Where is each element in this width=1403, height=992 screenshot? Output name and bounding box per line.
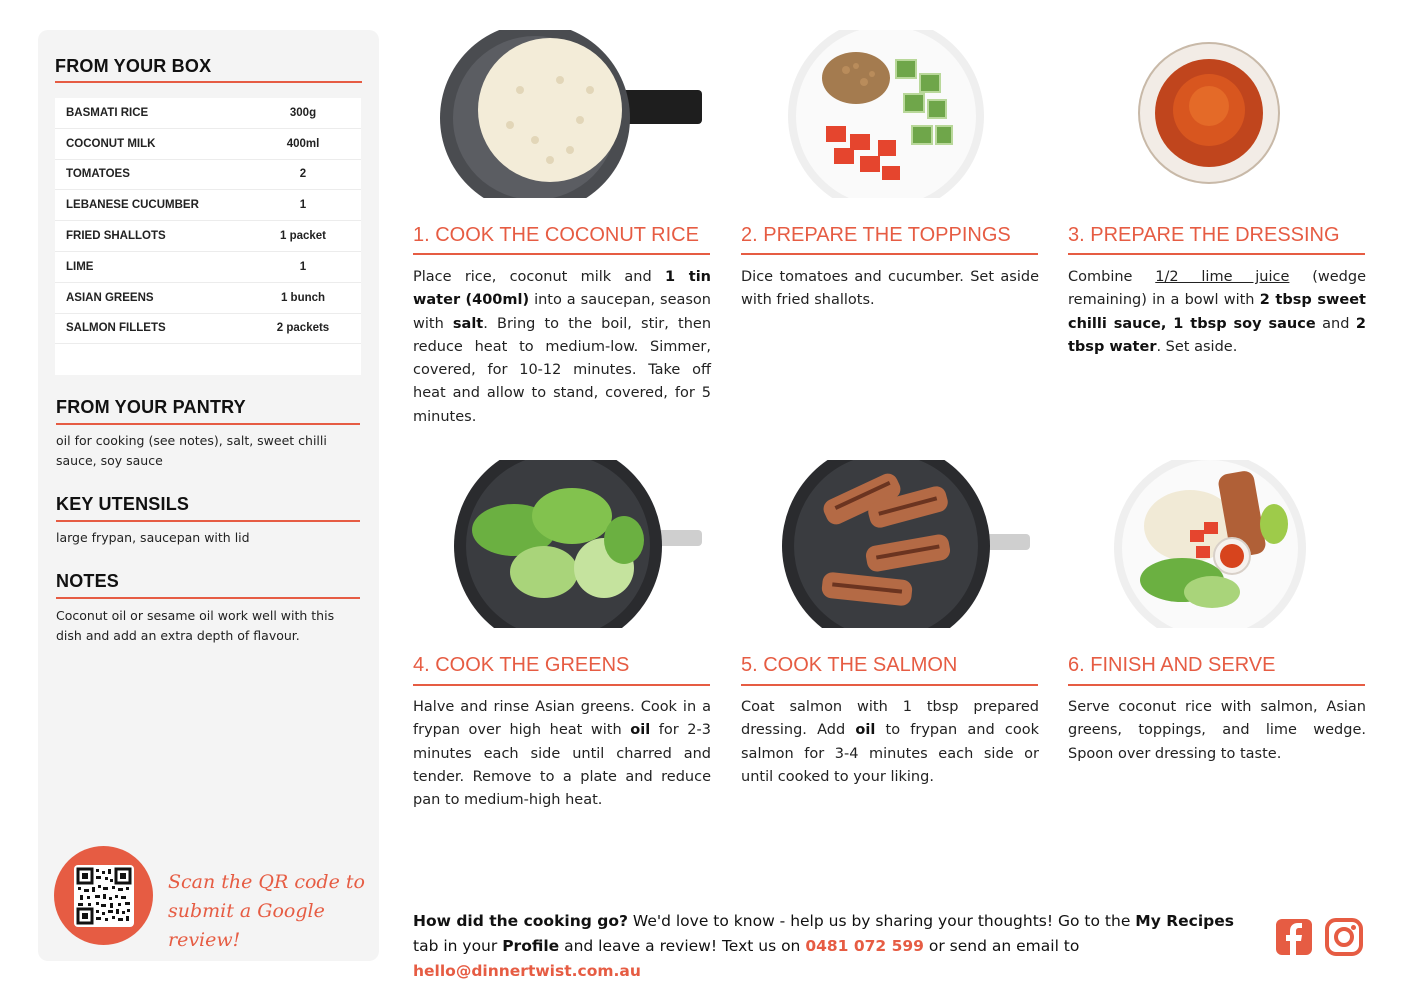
- notes-heading: NOTES: [56, 571, 120, 591]
- step-3-text: [1068, 266, 1366, 359]
- ingredient-row: [55, 129, 361, 160]
- step-4-rule: [413, 684, 710, 686]
- qr-prompt-line-1: Scan the QR code to: [168, 871, 365, 893]
- qr-prompt: [168, 868, 379, 955]
- step-5-title: 5. COOK THE SALMON: [741, 654, 958, 676]
- text-run: Coat salmon with 1 tbsp prepared dressing. Add: [741, 699, 1039, 739]
- ingredient-quantity: 400ml: [286, 137, 320, 150]
- qr-code-icon: [74, 865, 134, 927]
- heading-rule: [56, 423, 360, 425]
- text-run: 2 tbsp water: [1068, 315, 1366, 355]
- finished-dish-photo: [1112, 460, 1312, 628]
- text-run: We'd love to know - help us by sharing your thoughts! Go to the: [627, 912, 1136, 930]
- text-run: into a saucepan, season with: [413, 292, 711, 332]
- step-3-title: 3. PREPARE THE DRESSING: [1068, 224, 1340, 246]
- ingredient-quantity: 2 packets: [276, 322, 330, 335]
- text-run: and leave a review! Text us on: [559, 937, 806, 955]
- utensils-text: large frypan, saucepan with lid: [56, 530, 250, 545]
- step-2-rule: [741, 253, 1038, 255]
- pantry-text: oil for cooking (see notes), salt, sweet chilli sauce, soy sauce: [56, 433, 327, 468]
- text-run: Dice tomatoes and cucumber. Set aside with fried shallots.: [741, 269, 1039, 309]
- ingredient-quantity: 2: [299, 168, 307, 181]
- text-run: How did the cooking go?: [413, 912, 628, 930]
- utensils-heading: KEY UTENSILS: [56, 494, 190, 514]
- from-your-box-heading: FROM YOUR BOX: [55, 56, 212, 76]
- step-6-title: 6. FINISH AND SERVE: [1068, 654, 1276, 676]
- text-run: Profile: [502, 937, 560, 955]
- text-run: to frypan and cook salmon for 3-4 minutes each side or until cooked to your liking.: [741, 722, 1040, 785]
- text-run: salt: [452, 315, 484, 332]
- ingredient-row: [55, 160, 361, 191]
- ingredient-row: [55, 98, 361, 129]
- ingredient-row: [55, 252, 361, 283]
- contact-link[interactable]: 0481 072 599: [805, 937, 924, 955]
- contact-link[interactable]: hello@dinnertwist.com.au: [413, 962, 641, 980]
- ingredient-row: [55, 221, 361, 252]
- step-5-text: [741, 696, 1039, 789]
- heading-rule: [55, 81, 362, 83]
- text-run: Place rice, coconut milk and: [413, 269, 665, 285]
- toppings-plate-photo: [786, 30, 986, 198]
- ingredient-name: LIME: [66, 260, 94, 273]
- ingredient-quantity: 1: [299, 199, 307, 212]
- step-3-rule: [1068, 253, 1365, 255]
- ingredient-quantity: 1: [299, 260, 307, 273]
- step-2-text: [741, 266, 1039, 313]
- step-1-text: [413, 266, 711, 429]
- instagram-icon[interactable]: [1325, 918, 1363, 956]
- text-run: 1 tin water (400ml): [413, 269, 711, 309]
- ingredient-quantity: 300g: [289, 106, 317, 119]
- heading-rule: [56, 597, 360, 599]
- qr-code[interactable]: [74, 865, 134, 927]
- text-run: oil: [855, 722, 876, 739]
- notes-text: Coconut oil or sesame oil work well with this dish and add an extra depth of flavour.: [56, 608, 335, 643]
- text-run: Halve and rinse Asian greens. Cook in a frypan over high heat with: [413, 699, 711, 739]
- step-6-text: [1068, 696, 1366, 766]
- ingredient-row: [55, 190, 361, 221]
- qr-code-badge[interactable]: [54, 846, 153, 945]
- text-run: 1/2 lime juice: [1155, 269, 1290, 285]
- ingredient-name: LEBANESE CUCUMBER: [66, 199, 199, 212]
- greens-frypan-photo: [454, 460, 702, 628]
- text-run: for 2-3 minutes each side until charred and tender. Remove to a plate and reduce pan to medium-high heat.: [413, 722, 711, 809]
- ingredient-name: COCONUT MILK: [66, 137, 156, 150]
- step-4-title: 4. COOK THE GREENS: [413, 654, 630, 676]
- facebook-icon[interactable]: [1275, 918, 1313, 956]
- step-1-rule: [413, 253, 710, 255]
- step-4-text: [413, 696, 711, 812]
- text-run: My Recipes: [1135, 912, 1234, 930]
- text-run: tab in your: [413, 937, 503, 955]
- text-run: (wedge remaining) in a bowl with: [1068, 269, 1366, 309]
- text-run: oil: [630, 722, 651, 739]
- feedback-message: [413, 909, 1263, 984]
- rice-saucepan-photo: [440, 30, 702, 198]
- dressing-bowl-photo: [1136, 40, 1282, 186]
- ingredients-table: [55, 98, 361, 375]
- ingredient-quantity: 1 packet: [279, 230, 327, 243]
- ingredient-name: SALMON FILLETS: [66, 322, 166, 335]
- step-6-rule: [1068, 684, 1365, 686]
- qr-prompt-line-2: submit a Google review!: [168, 900, 325, 951]
- step-1-title: 1. COOK THE COCONUT RICE: [413, 224, 699, 246]
- ingredient-quantity: 1 bunch: [280, 291, 326, 304]
- ingredient-row: [55, 314, 361, 345]
- pantry-heading: FROM YOUR PANTRY: [56, 397, 246, 417]
- heading-rule: [56, 520, 360, 522]
- ingredient-name: FRIED SHALLOTS: [66, 230, 166, 243]
- text-run: . Set aside.: [1156, 338, 1238, 355]
- ingredient-name: TOMATOES: [66, 168, 130, 181]
- text-run: Serve coconut rice with salmon, Asian greens, toppings, and lime wedge. Spoon over dressing to taste.: [1068, 699, 1366, 762]
- text-run: 2 tbsp sweet chilli sauce, 1 tbsp soy sauce: [1068, 292, 1366, 332]
- text-run: . Bring to the boil, stir, then reduce heat to medium-low. Simmer, covered, for 10-12 minutes. Take off heat and allow to stand, covered, for 5 minutes.: [413, 315, 712, 425]
- ingredient-name: BASMATI RICE: [66, 106, 149, 119]
- step-2-title: 2. PREPARE THE TOPPINGS: [741, 224, 1011, 246]
- text-run: or send an email to: [923, 937, 1080, 955]
- sidebar: [38, 30, 379, 961]
- step-5-rule: [741, 684, 1038, 686]
- ingredient-name: ASIAN GREENS: [66, 291, 154, 304]
- text-run: Combine: [1068, 269, 1156, 285]
- text-run: and: [1315, 315, 1356, 332]
- ingredient-row: [55, 283, 361, 314]
- salmon-frypan-photo: [782, 460, 1030, 628]
